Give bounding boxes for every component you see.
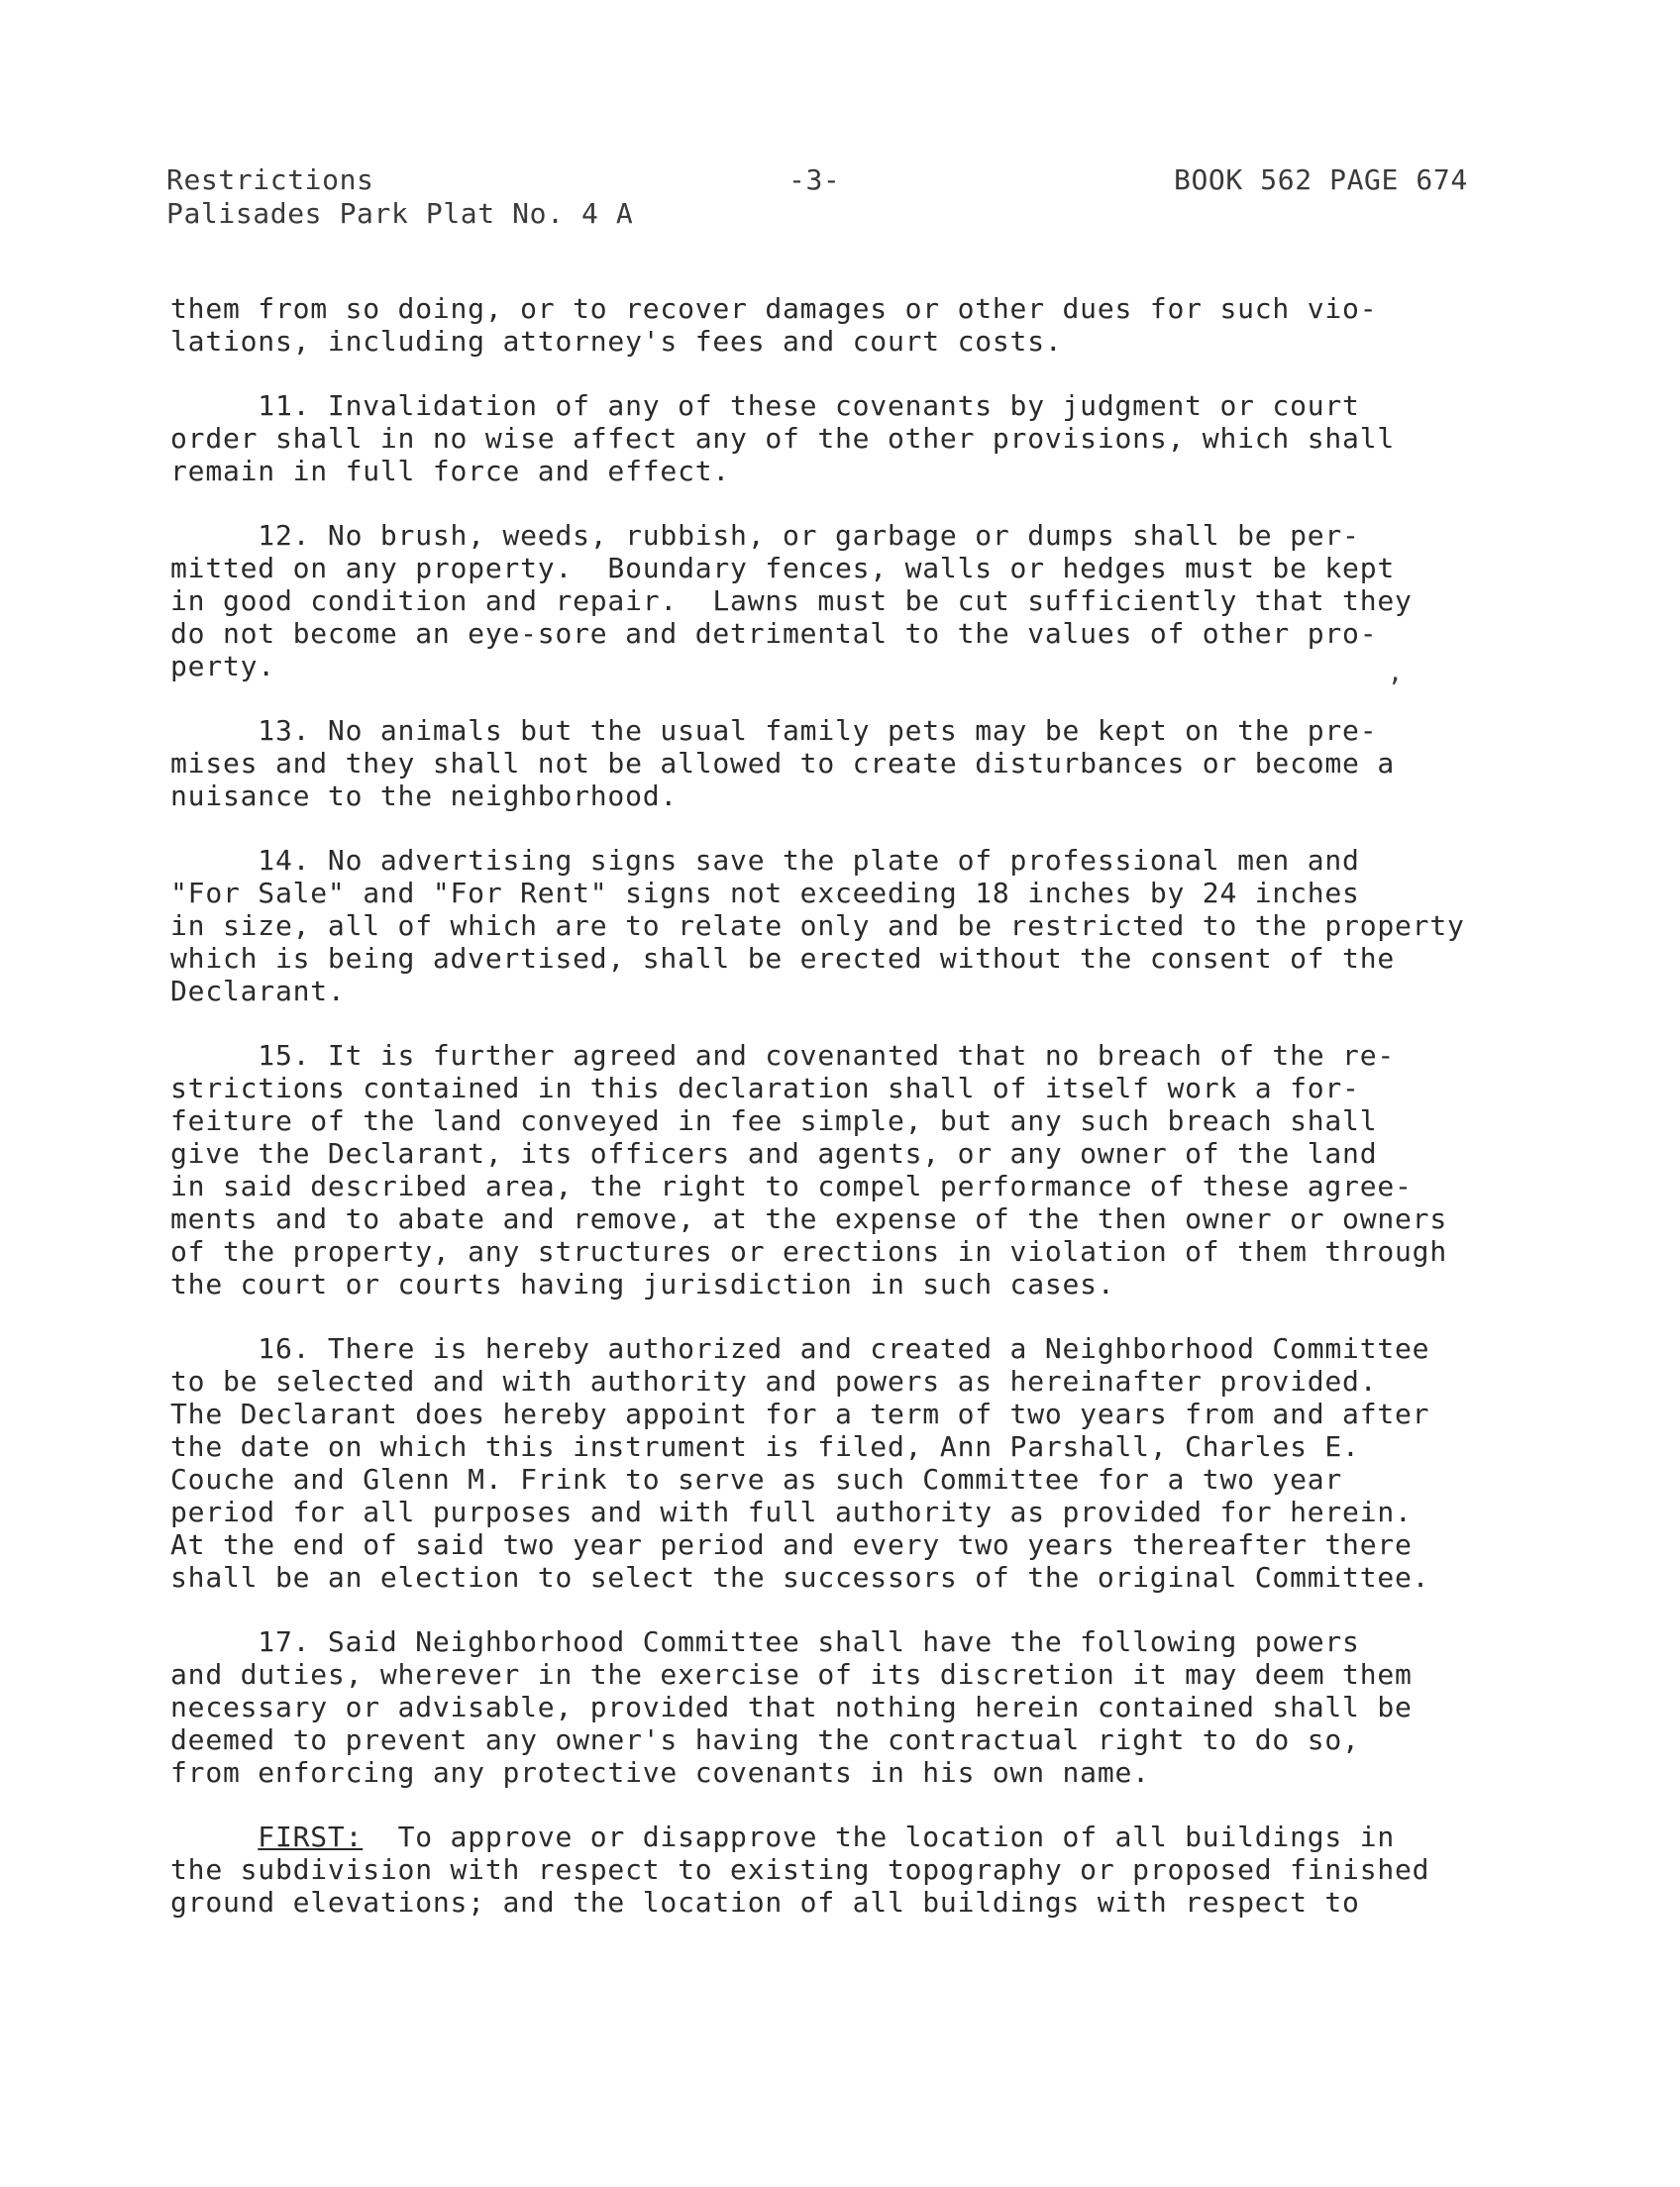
text-line: At the end of said two year period and every two years thereafter there [170,1528,1413,1561]
text-line: 17. Said Neighborhood Committee shall have the following powers [170,1625,1360,1658]
text-line: to be selected and with authority and powers as hereinafter provided. [170,1365,1378,1398]
book-page-reference: BOOK 562 PAGE 674 [1174,163,1468,196]
first-indent [170,1821,258,1853]
text-line: and duties, wherever in the exercise of its discretion it may deem them [170,1658,1413,1691]
text-line: nuisance to the neighborhood. [170,780,679,812]
paragraph-first [170,1821,1636,1919]
text-line: "For Sale" and "For Rent" signs not exceeding 18 inches by 24 inches [170,877,1360,909]
document-body [170,292,1636,1950]
text-line: order shall in no wise affect any of the other provisions, which shall [170,422,1396,455]
paragraph-17 [170,1625,1636,1789]
paragraph-12 [170,519,1636,682]
paragraph-continuation [170,292,1636,358]
text-line: 13. No animals but the usual family pets may be kept on the pre- [170,714,1378,747]
text-line: ground elevations; and the location of all buildings with respect to [170,1886,1360,1919]
text-line: necessary or advisable, provided that nothing herein contained shall be [170,1691,1413,1723]
paragraph-14 [170,844,1636,1007]
text-line: do not become an eye-sore and detrimental to the values of other pro- [170,617,1378,650]
first-label: FIRST: [258,1821,364,1853]
header-plat-name: Palisades Park Plat No. 4 A [166,197,634,230]
text-line: the date on which this instrument is filed, Ann Parshall, Charles E. [170,1430,1360,1463]
text-line: feiture of the land conveyed in fee simple, but any such breach shall [170,1104,1378,1137]
text-line: the court or courts having jurisdiction in such cases. [170,1268,1115,1301]
text-line: ments and to abate and remove, at the expense of the then owner or owners [170,1202,1447,1235]
text-line: 15. It is further agreed and covenanted that no breach of the re- [170,1039,1396,1072]
page-number: -3- [788,163,841,196]
text-line: remain in full force and effect. [170,455,731,487]
text-line: lations, including attorney's fees and court costs. [170,325,1063,358]
text-line: shall be an election to select the successors of the original Committee. [170,1561,1430,1594]
text-line: in good condition and repair. Lawns must be cut sufficiently that they [170,584,1413,617]
paragraph-11 [170,389,1636,487]
text-line: 11. Invalidation of any of these covenants by judgment or court [170,389,1360,422]
text-line: perty. [170,650,275,682]
text-line: strictions contained in this declaration shall of itself work a for- [170,1072,1360,1104]
text-line: deemed to prevent any owner's having the contractual right to do so, [170,1723,1360,1756]
header-restrictions: Restrictions [166,163,374,196]
paragraph-15 [170,1039,1636,1301]
text-line: 12. No brush, weeds, rubbish, or garbage or dumps shall be per- [170,519,1360,552]
text-line: The Declarant does hereby appoint for a term of two years from and after [170,1398,1430,1430]
text-line: give the Declarant, its officers and agents, or any owner of the land [170,1137,1378,1170]
text-line: Couche and Glenn M. Frink to serve as such Committee for a two year [170,1463,1343,1496]
paragraph-16 [170,1332,1636,1594]
text-line: which is being advertised, shall be erected without the consent of the [170,942,1396,975]
header-title-block [166,163,633,231]
text-line: 16. There is hereby authorized and created a Neighborhood Committee [170,1332,1430,1365]
margin-pen-mark: ’ [1387,674,1403,703]
text-line: of the property, any structures or erections in violation of them through [170,1235,1447,1268]
text-line: in size, all of which are to relate only and be restricted to the property [170,909,1465,942]
text-line: mises and they shall not be allowed to create disturbances or become a [170,747,1396,780]
text-line: 14. No advertising signs save the plate of professional men and [170,844,1360,877]
text-line: in said described area, the right to compel performance of these agree- [170,1170,1413,1202]
text-line: from enforcing any protective covenants in his own name. [170,1756,1150,1789]
first-line1-text: To approve or disapprove the location of all buildings in [363,1821,1396,1853]
text-line: the subdivision with respect to existing topography or proposed finished [170,1853,1430,1886]
text-line: mitted on any property. Boundary fences, walls or hedges must be kept [170,552,1396,584]
text-line: Declarant. [170,975,346,1007]
text-line [170,1821,1636,1853]
text-line: period for all purposes and with full authority as provided for herein. [170,1496,1413,1528]
paragraph-13 [170,714,1636,812]
text-line: them from so doing, or to recover damages or other dues for such vio- [170,292,1378,325]
